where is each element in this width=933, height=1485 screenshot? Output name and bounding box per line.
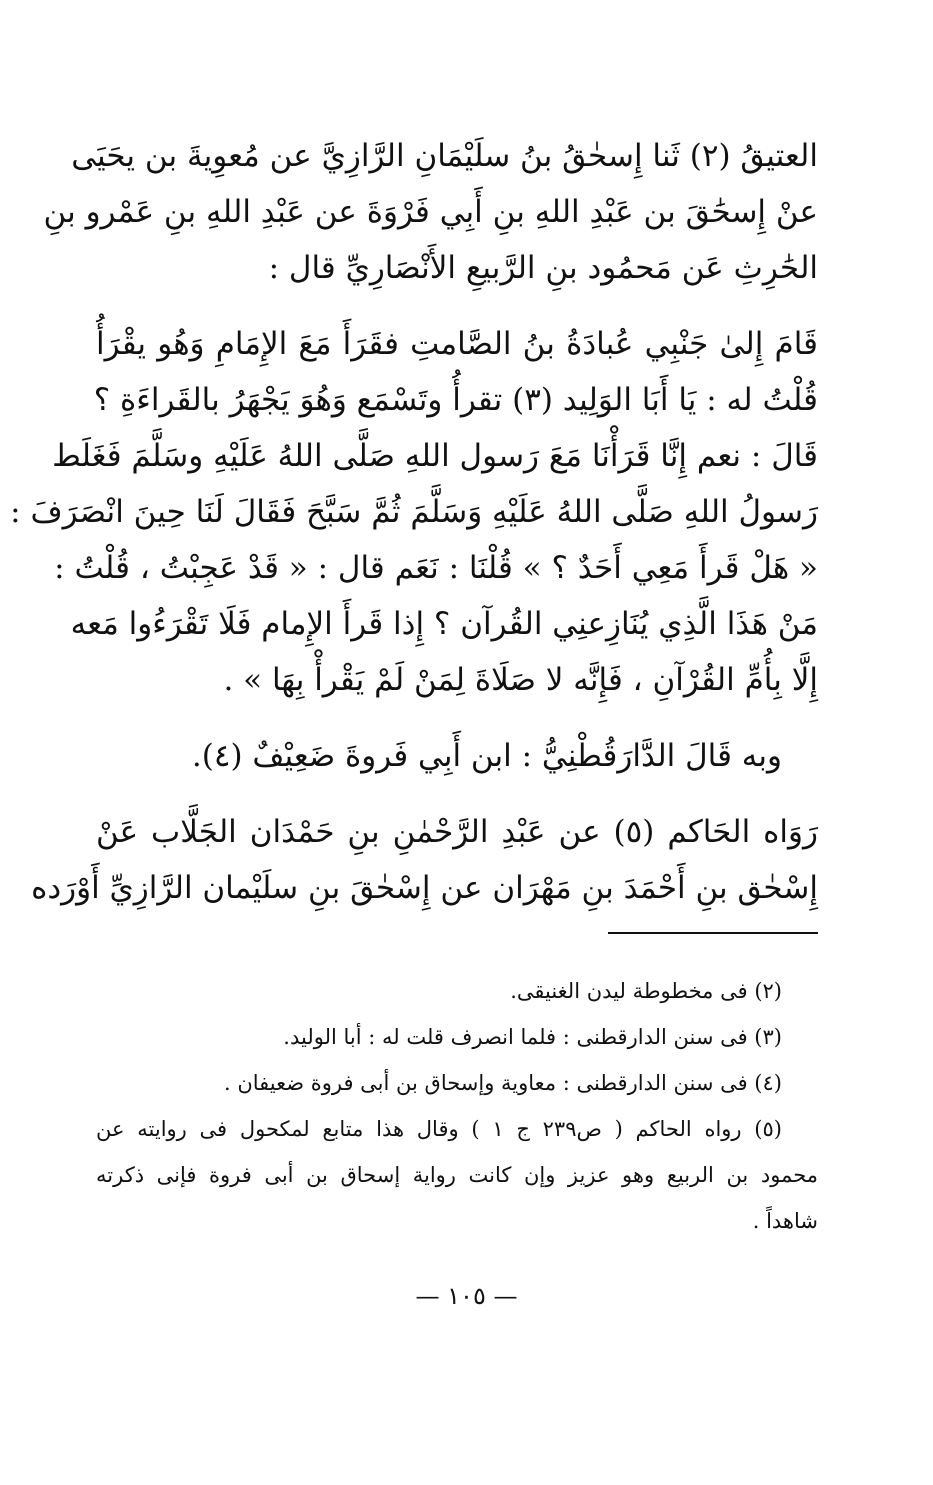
text-line: قُلْتُ له : يَا أَبَا الوَلِيد (٣) تقرأُ وتَسْمَع وَهُوَ يَجْهَرُ بالقَراءَةِ ؟ — [93, 382, 818, 418]
footnote-2: (٢) فى مخطوطة ليدن الغنيقى. — [510, 979, 782, 1003]
footnote-5-line: شاهداً . — [752, 1209, 818, 1233]
text-line: وبه قَالَ الدَّارَقُطْنِيُّ : ابن أَبِي فَروةَ ضَعِيْفٌ (٤). — [191, 738, 782, 774]
footnote-5-line: (٥) رواه الحاكم ( ص٢٣٩ ج ١ ) وقال هذا متابع لمكحول فى روايته عن — [96, 1117, 782, 1141]
text-line: العتيقُ (٢) ثَنا إِسحٰقُ بنُ سلَيْمَانِ الرَّازِيَّ عن مُعوِيةَ بن يحَيَى — [71, 138, 818, 174]
text-line: عنْ إِسحَٰقَ بن عَبْدِ اللهِ بنِ أَبِي فَرْوَةَ عن عَبْدِ اللهِ بنِ عَمْرو بنِ — [43, 194, 818, 230]
text-line: إِسْحٰق بنِ أَحْمَدَ بنِ مَهْرَان عن إِسْحٰقَ بنِ سلَيْمان الرَّازِيِّ أَوْرَده — [31, 870, 818, 906]
footnote-3: (٣) فى سنن الدارقطنى : فلما انصرف قلت له : أبا الوليد. — [283, 1025, 782, 1049]
footnotes — [96, 968, 818, 1244]
paragraph — [96, 728, 818, 784]
footnote-4: (٤) فى سنن الدارقطنى : معاوية وإسحاق بن أبى فروة ضعيفان . — [223, 1071, 782, 1095]
page-number: — ١٠٥ — — [415, 1282, 518, 1310]
text-line: إِلَّا بِأُمِّ القُرْآنِ ، فَإِنَّه لا صَلَاةَ لِمَنْ لَمْ يَقْرأْ بِهَا » . — [223, 662, 818, 698]
paragraph — [10, 316, 818, 708]
text-line: « هَلْ قَرأَ مَعِي أَحَدٌ ؟ » قُلْنَا : نَعَم قال : « قَدْ عَجِبْتُ ، قُلْتُ : — [54, 550, 818, 586]
paragraph — [43, 128, 818, 296]
paragraph — [31, 804, 818, 916]
main-text — [10, 128, 818, 916]
footnote-5-line: محمود بن الربيع وهو عزيز وإن كانت رواية إسحاق بن أبى فروة فإنى ذكرته — [96, 1163, 818, 1187]
footnote-divider — [608, 932, 818, 934]
text-line: رَسولُ اللهِ صَلَّى اللهُ عَلَيْهِ وَسَلَّمَ ثُمَّ سَبَّحَ فَقَالَ لَنَا حِينَ انْصَرَفَ : — [10, 494, 818, 530]
text-line: الحَٰرِثِ عَن مَحمُود بنِ الرَّبيعِ الأَنْصَارِيِّ قال : — [268, 250, 818, 286]
text-line: رَوَاه الحَاكم (٥) عن عَبْدِ الرَّحْمٰنِ بنِ حَمْدَان الجَلَّاب عَنْ — [96, 814, 818, 850]
text-line: قَامَ إِلىٰ جَنْبِي عُبادَةُ بنُ الصَّامتِ فقَرَأَ مَعَ الإِمَامِ وَهُو يقْرَأُ — [96, 326, 818, 362]
text-line: مَنْ هَذَا الَّذِي يُنَازِعنِي القُرآن ؟ إِذا قَرأَ الإِمام فَلَا تَقْرَءُوا مَعه — [70, 606, 818, 642]
text-line: قَالَ : نعم إِنَّا قَرَأْنَا مَعَ رَسول اللهِ صَلَّى اللهُ عَلَيْهِ وسَلَّمَ فَغَلَط — [52, 438, 818, 474]
